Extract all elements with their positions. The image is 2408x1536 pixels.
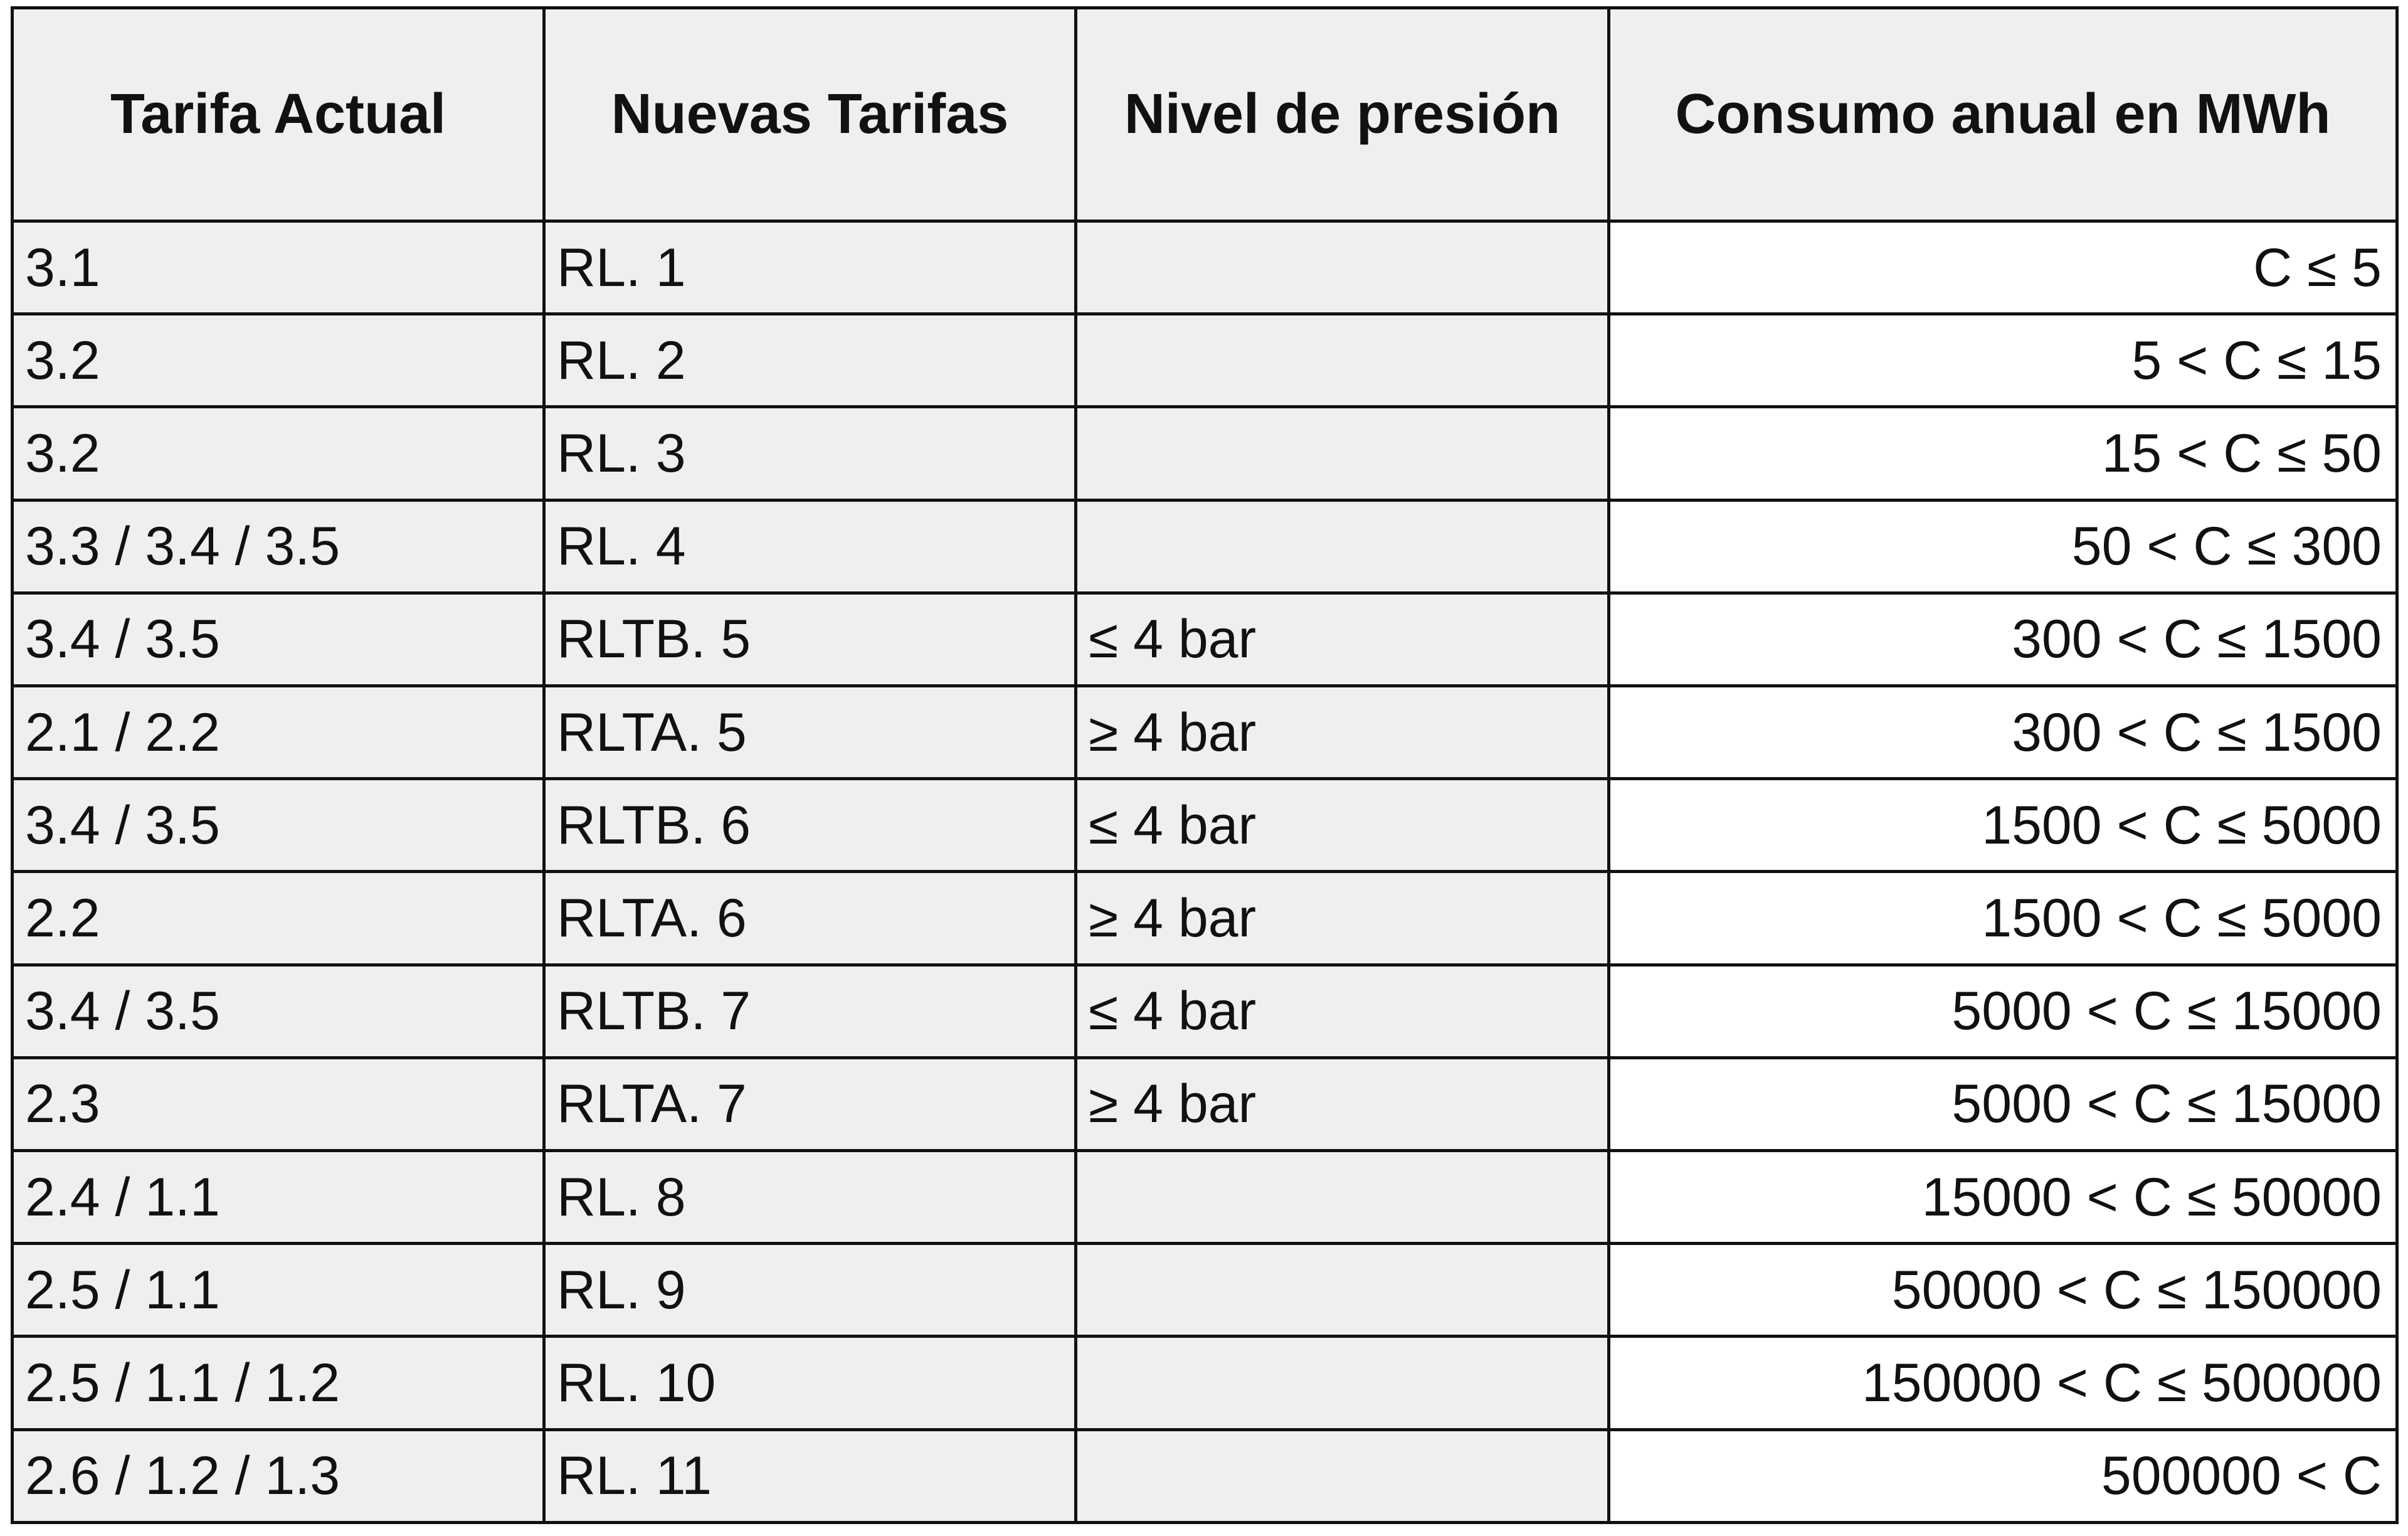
table-row: [13, 779, 2397, 872]
cell-nivel-presion: [1076, 314, 1609, 407]
cell-nivel-presion: [1076, 407, 1609, 500]
cell-tarifa-actual: 3.2: [13, 407, 544, 500]
cell-consumo: 1500 < C ≤ 5000: [1609, 872, 2397, 965]
cell-tarifa-actual: 2.5 / 1.1 / 1.2: [13, 1337, 544, 1429]
cell-nueva-tarifa: RLTB. 6: [544, 779, 1076, 872]
table-row: [13, 314, 2397, 407]
cell-nueva-tarifa: RLTA. 7: [544, 1057, 1076, 1150]
table-row: [13, 407, 2397, 500]
table-row: [13, 593, 2397, 686]
cell-tarifa-actual: 2.2: [13, 872, 544, 965]
cell-consumo: 150000 < C ≤ 500000: [1609, 1337, 2397, 1429]
table-row: [13, 1057, 2397, 1150]
cell-consumo: C ≤ 5: [1609, 221, 2397, 314]
cell-consumo: 5000 < C ≤ 15000: [1609, 1057, 2397, 1150]
table-row: [13, 221, 2397, 314]
cell-tarifa-actual: 2.6 / 1.2 / 1.3: [13, 1429, 544, 1522]
table-body: [13, 221, 2397, 1523]
header-nuevas-tarifas: Nuevas Tarifas: [544, 8, 1076, 221]
cell-nivel-presion: ≤ 4 bar: [1076, 593, 1609, 686]
cell-nueva-tarifa: RL. 11: [544, 1429, 1076, 1522]
table-row: [13, 1337, 2397, 1429]
cell-consumo: 50 < C ≤ 300: [1609, 500, 2397, 593]
cell-nivel-presion: [1076, 221, 1609, 314]
cell-nueva-tarifa: RLTA. 5: [544, 686, 1076, 779]
table-header: [13, 8, 2397, 221]
cell-consumo: 500000 < C: [1609, 1429, 2397, 1522]
cell-nivel-presion: ≤ 4 bar: [1076, 779, 1609, 872]
cell-consumo: 15000 < C ≤ 50000: [1609, 1151, 2397, 1244]
tariff-table-container: [11, 6, 2395, 1524]
cell-consumo: 300 < C ≤ 1500: [1609, 686, 2397, 779]
table-row: [13, 500, 2397, 593]
cell-nivel-presion: ≥ 4 bar: [1076, 872, 1609, 965]
cell-nivel-presion: ≥ 4 bar: [1076, 1057, 1609, 1150]
header-consumo: Consumo anual en MWh: [1609, 8, 2397, 221]
cell-tarifa-actual: 3.1: [13, 221, 544, 314]
cell-tarifa-actual: 3.4 / 3.5: [13, 965, 544, 1057]
tariff-table: [11, 6, 2399, 1524]
cell-consumo: 300 < C ≤ 1500: [1609, 593, 2397, 686]
table-row: [13, 686, 2397, 779]
header-tarifa-actual: Tarifa Actual: [13, 8, 544, 221]
header-nivel-presion: Nivel de presión: [1076, 8, 1609, 221]
cell-nueva-tarifa: RL. 4: [544, 500, 1076, 593]
table-row: [13, 965, 2397, 1057]
cell-nivel-presion: [1076, 1429, 1609, 1522]
cell-consumo: 15 < C ≤ 50: [1609, 407, 2397, 500]
cell-tarifa-actual: 2.4 / 1.1: [13, 1151, 544, 1244]
cell-nueva-tarifa: RLTB. 5: [544, 593, 1076, 686]
cell-consumo: 50000 < C ≤ 150000: [1609, 1244, 2397, 1337]
table-row: [13, 1429, 2397, 1522]
cell-nueva-tarifa: RL. 10: [544, 1337, 1076, 1429]
header-row: [13, 8, 2397, 221]
cell-tarifa-actual: 3.4 / 3.5: [13, 593, 544, 686]
table-row: [13, 1151, 2397, 1244]
cell-nueva-tarifa: RLTA. 6: [544, 872, 1076, 965]
cell-nueva-tarifa: RL. 2: [544, 314, 1076, 407]
cell-consumo: 1500 < C ≤ 5000: [1609, 779, 2397, 872]
cell-nueva-tarifa: RL. 8: [544, 1151, 1076, 1244]
cell-nivel-presion: [1076, 1337, 1609, 1429]
cell-tarifa-actual: 2.1 / 2.2: [13, 686, 544, 779]
cell-nueva-tarifa: RL. 3: [544, 407, 1076, 500]
cell-nivel-presion: [1076, 500, 1609, 593]
table-row: [13, 872, 2397, 965]
cell-nivel-presion: ≤ 4 bar: [1076, 965, 1609, 1057]
cell-tarifa-actual: 3.4 / 3.5: [13, 779, 544, 872]
cell-nivel-presion: [1076, 1151, 1609, 1244]
cell-nivel-presion: ≥ 4 bar: [1076, 686, 1609, 779]
cell-consumo: 5 < C ≤ 15: [1609, 314, 2397, 407]
cell-nivel-presion: [1076, 1244, 1609, 1337]
cell-tarifa-actual: 3.3 / 3.4 / 3.5: [13, 500, 544, 593]
cell-tarifa-actual: 3.2: [13, 314, 544, 407]
table-row: [13, 1244, 2397, 1337]
cell-nueva-tarifa: RL. 1: [544, 221, 1076, 314]
cell-tarifa-actual: 2.5 / 1.1: [13, 1244, 544, 1337]
cell-nueva-tarifa: RL. 9: [544, 1244, 1076, 1337]
cell-consumo: 5000 < C ≤ 15000: [1609, 965, 2397, 1057]
cell-tarifa-actual: 2.3: [13, 1057, 544, 1150]
cell-nueva-tarifa: RLTB. 7: [544, 965, 1076, 1057]
